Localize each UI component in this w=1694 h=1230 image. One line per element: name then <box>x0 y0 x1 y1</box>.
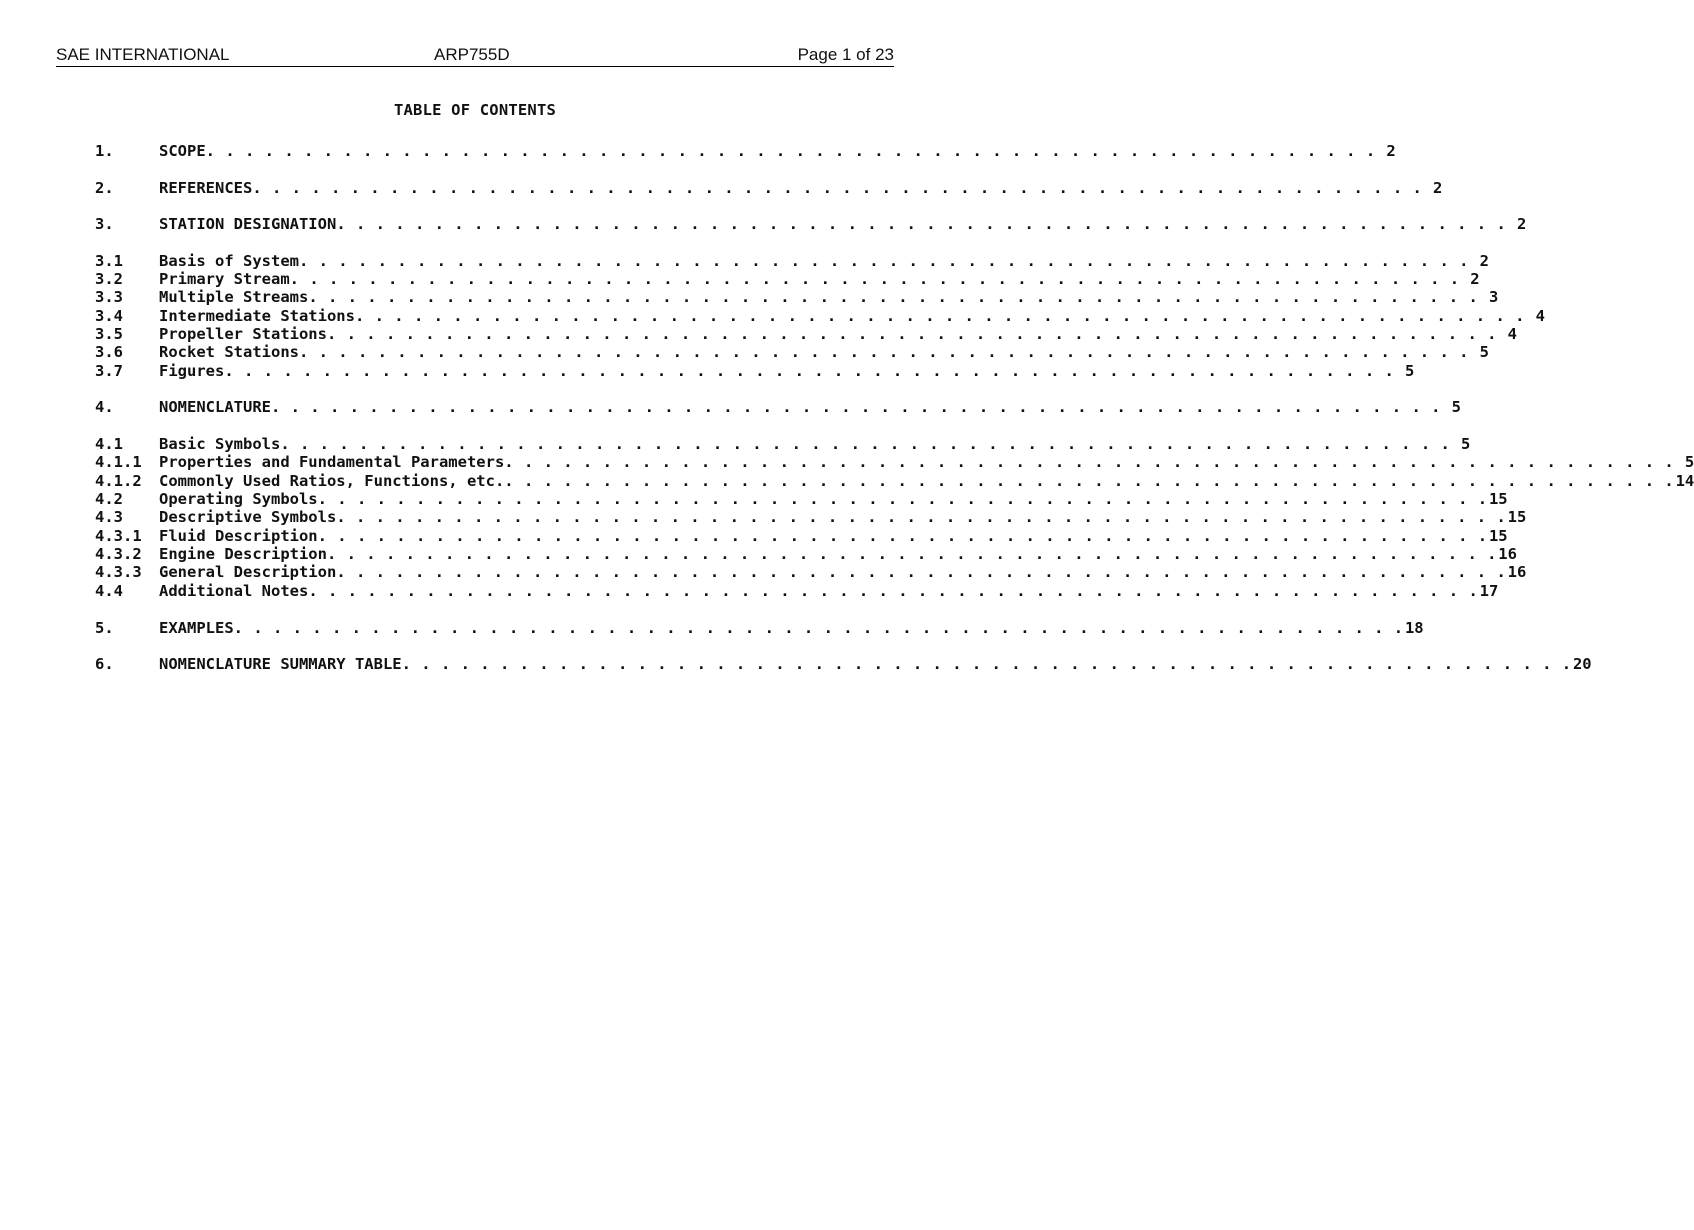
toc-entry-page: 20 <box>1572 655 1592 673</box>
toc-entry <box>95 362 1415 381</box>
toc-entry-page: 5 <box>1684 453 1694 471</box>
toc-entry-number: 3.5 <box>95 325 123 343</box>
toc-entry-page: 5 <box>1479 343 1489 361</box>
toc-entry <box>95 435 1471 454</box>
toc-dot-leader: . . . . . . . . . . . . . . . . . . . . . . . . . . . . . . . . . . . . . . . . . . . . . . . . . . . . . . . . . . . . <box>224 362 1395 380</box>
toc-dot-leader: . . . . . . . . . . . . . . . . . . . . . . . . . . . . . . . . . . . . . . . . . . . . . . . . . . . . . . . . . . . . <box>354 307 1525 325</box>
toc-entry-title: Properties and Fundamental Parameters <box>159 453 505 471</box>
toc-entry-page: 5 <box>1451 398 1461 416</box>
toc-entry-title: Primary Stream <box>159 270 290 288</box>
toc-entry <box>95 325 1517 344</box>
toc-entry-page: 3 <box>1488 288 1499 306</box>
toc-entry-title: Rocket Stations <box>159 343 299 361</box>
toc-entry-number: 4.1.2 <box>95 472 142 490</box>
toc-dot-leader: . . . . . . . . . . . . . . . . . . . . . . . . . . . . . . . . . . . . . . . . . . . . . . . . . . . . . . . . . . . . <box>252 179 1423 197</box>
toc-dot-leader: . . . . . . . . . . . . . . . . . . . . . . . . . . . . . . . . . . . . . . . . . . . . . . . . . . . . . . . . . . . . <box>504 453 1675 471</box>
toc-dot-leader: . . . . . . . . . . . . . . . . . . . . . . . . . . . . . . . . . . . . . . . . . . . . . . . . . . . . . . . . . . . . <box>308 288 1479 306</box>
toc-entry-page: 18 <box>1404 619 1424 637</box>
toc-entry-page: 16 <box>1498 545 1517 563</box>
toc-entry-page: 5 <box>1460 435 1471 453</box>
toc-dot-leader: . . . . . . . . . . . . . . . . . . . . . . . . . . . . . . . . . . . . . . . . . . . . . . . . . . . . . . . . . . . . <box>336 563 1507 581</box>
toc-entry <box>95 270 1480 289</box>
toc-entry-title: Operating Symbols <box>159 490 318 508</box>
toc-entry-number: 4.3 <box>95 508 123 526</box>
toc-entry <box>95 307 1545 326</box>
toc-entry <box>95 215 1527 234</box>
toc-dot-leader: . . . . . . . . . . . . . . . . . . . . . . . . . . . . . . . . . . . . . . . . . . . . . . . . . . . . . . . . . . . . <box>280 435 1451 453</box>
toc-entry <box>95 252 1489 271</box>
toc-dot-leader: . . . . . . . . . . . . . . . . . . . . . . . . . . . . . . . . . . . . . . . . . . . . . . . . . . . . . . . . . . . . <box>233 619 1404 637</box>
toc-dot-leader: . . . . . . . . . . . . . . . . . . . . . . . . . . . . . . . . . . . . . . . . . . . . . . . . . . . . . . . . . . . . <box>401 655 1572 673</box>
toc-entry-page: 4 <box>1507 325 1517 343</box>
toc-entry-number: 3.1 <box>95 252 123 270</box>
toc-dot-leader: . . . . . . . . . . . . . . . . . . . . . . . . . . . . . . . . . . . . . . . . . . . . . . . . . . . . . . . . . . . . <box>289 270 1460 288</box>
toc-entry-title: Multiple Streams <box>159 288 309 306</box>
toc-entry-number: 4.2 <box>95 490 123 508</box>
toc-entry-title: STATION DESIGNATION <box>159 215 337 233</box>
toc-entry-title: NOMENCLATURE <box>159 398 271 416</box>
toc-dot-leader: . . . . . . . . . . . . . . . . . . . . . . . . . . . . . . . . . . . . . . . . . . . . . . . . . . . . . . . . . . . . <box>308 582 1479 600</box>
toc-dot-leader: . . . . . . . . . . . . . . . . . . . . . . . . . . . . . . . . . . . . . . . . . . . . . . . . . . . . . . . . . . . . <box>326 325 1497 343</box>
toc-dot-leader: . . . . . . . . . . . . . . . . . . . . . . . . . . . . . . . . . . . . . . . . . . . . . . . . . . . . . . . . . . . . <box>504 472 1675 490</box>
toc-entry <box>95 472 1694 491</box>
toc-entry-title: Propeller Stations <box>159 325 327 343</box>
toc-title: TABLE OF CONTENTS <box>393 101 557 119</box>
toc-entry-page: 5 <box>1404 362 1415 380</box>
toc-entry-title: EXAMPLES <box>159 619 234 637</box>
toc-dot-leader: . . . . . . . . . . . . . . . . . . . . . . . . . . . . . . . . . . . . . . . . . . . . . . . . . . . . . . . . . . . . <box>298 252 1469 270</box>
page-header <box>56 44 894 67</box>
toc-entry-number: 4.3.2 <box>95 545 142 563</box>
toc-entry-number: 4.1 <box>95 435 123 453</box>
toc-entry-number: 2. <box>95 179 114 197</box>
toc-entry-title: Descriptive Symbols <box>159 508 337 526</box>
toc-entry <box>95 545 1517 564</box>
toc-entry-number: 6. <box>95 655 114 673</box>
toc-entry <box>95 582 1499 601</box>
toc-entry-page: 2 <box>1386 142 1396 160</box>
toc-entry-title: NOMENCLATURE SUMMARY TABLE <box>159 655 402 673</box>
toc-entry <box>95 343 1489 362</box>
toc-entry-title: Fluid Description <box>159 527 318 545</box>
toc-dot-leader: . . . . . . . . . . . . . . . . . . . . . . . . . . . . . . . . . . . . . . . . . . . . . . . . . . . . . . . . . . . . <box>317 490 1488 508</box>
toc-entry-number: 1. <box>95 142 114 160</box>
toc-entry-number: 4. <box>95 398 114 416</box>
toc-entry-page: 2 <box>1516 215 1527 233</box>
toc-entry-title: General Description <box>159 563 337 581</box>
toc-entry <box>95 179 1443 198</box>
toc-entry <box>95 508 1527 527</box>
toc-dot-leader: . . . . . . . . . . . . . . . . . . . . . . . . . . . . . . . . . . . . . . . . . . . . . . . . . . . . . . . . . . . . <box>326 545 1497 563</box>
toc-entry-page: 4 <box>1535 307 1545 325</box>
toc-entry-number: 3.2 <box>95 270 123 288</box>
toc-entry <box>95 490 1508 509</box>
toc-entry-number: 3.6 <box>95 343 123 361</box>
toc-entry-number: 4.3.3 <box>95 563 142 581</box>
header-organization: SAE INTERNATIONAL <box>56 45 230 64</box>
toc-entry <box>95 563 1527 582</box>
toc-dot-leader: . . . . . . . . . . . . . . . . . . . . . . . . . . . . . . . . . . . . . . . . . . . . . . . . . . . . . . . . . . . . <box>336 508 1507 526</box>
header-document-id: ARP755D <box>434 45 510 64</box>
toc-entry-number: 4.4 <box>95 582 123 600</box>
toc-entry-page: 2 <box>1432 179 1443 197</box>
toc-entry-number: 4.1.1 <box>95 453 142 471</box>
toc-entry-title: Engine Description <box>159 545 327 563</box>
toc-entry-number: 3.7 <box>95 362 123 380</box>
toc-dot-leader: . . . . . . . . . . . . . . . . . . . . . . . . . . . . . . . . . . . . . . . . . . . . . . . . . . . . . . . . . . . . <box>336 215 1507 233</box>
toc-entry <box>95 655 1592 674</box>
toc-dot-leader: . . . . . . . . . . . . . . . . . . . . . . . . . . . . . . . . . . . . . . . . . . . . . . . . . . . . . . . . . . . . <box>298 343 1469 361</box>
toc-entry-number: 4.3.1 <box>95 527 142 545</box>
toc-entry-title: Figures <box>159 362 225 380</box>
toc-entry-page: 15 <box>1507 508 1527 526</box>
toc-entry-page: 14 <box>1675 472 1694 490</box>
toc-dot-leader: . . . . . . . . . . . . . . . . . . . . . . . . . . . . . . . . . . . . . . . . . . . . . . . . . . . . . . . . . . . . <box>270 398 1441 416</box>
toc-entry-page: 16 <box>1507 563 1527 581</box>
toc-entry-page: 17 <box>1479 582 1499 600</box>
toc-entry-number: 3. <box>95 215 114 233</box>
toc-entry-number: 3.4 <box>95 307 123 325</box>
toc-dot-leader: . . . . . . . . . . . . . . . . . . . . . . . . . . . . . . . . . . . . . . . . . . . . . . . . . . . . . . . . . . . . <box>205 142 1376 160</box>
toc-entry <box>95 288 1499 307</box>
toc-entry <box>95 527 1508 546</box>
toc-entry-page: 15 <box>1488 490 1508 508</box>
toc-entry-number: 5. <box>95 619 114 637</box>
toc-dot-leader: . . . . . . . . . . . . . . . . . . . . . . . . . . . . . . . . . . . . . . . . . . . . . . . . . . . . . . . . . . . . <box>317 527 1488 545</box>
toc-entry <box>95 453 1694 472</box>
toc-entry-title: Intermediate Stations <box>159 307 355 325</box>
toc-entry <box>95 398 1461 417</box>
toc-entry-title: SCOPE <box>159 142 206 160</box>
toc-entry-title: Additional Notes <box>159 582 309 600</box>
toc-entry-page: 2 <box>1479 252 1489 270</box>
toc-entry <box>95 142 1396 161</box>
toc-entry-title: Basis of System <box>159 252 299 270</box>
toc-entry <box>95 619 1424 638</box>
toc-entry-page: 15 <box>1488 527 1508 545</box>
toc-entry-title: REFERENCES <box>159 179 253 197</box>
toc-entry-number: 3.3 <box>95 288 123 306</box>
toc-entry-title: Commonly Used Ratios, Functions, etc. <box>159 472 505 490</box>
header-page-number: Page 1 of 23 <box>797 45 894 64</box>
toc-entry-title: Basic Symbols <box>159 435 281 453</box>
toc-entry-page: 2 <box>1470 270 1480 288</box>
